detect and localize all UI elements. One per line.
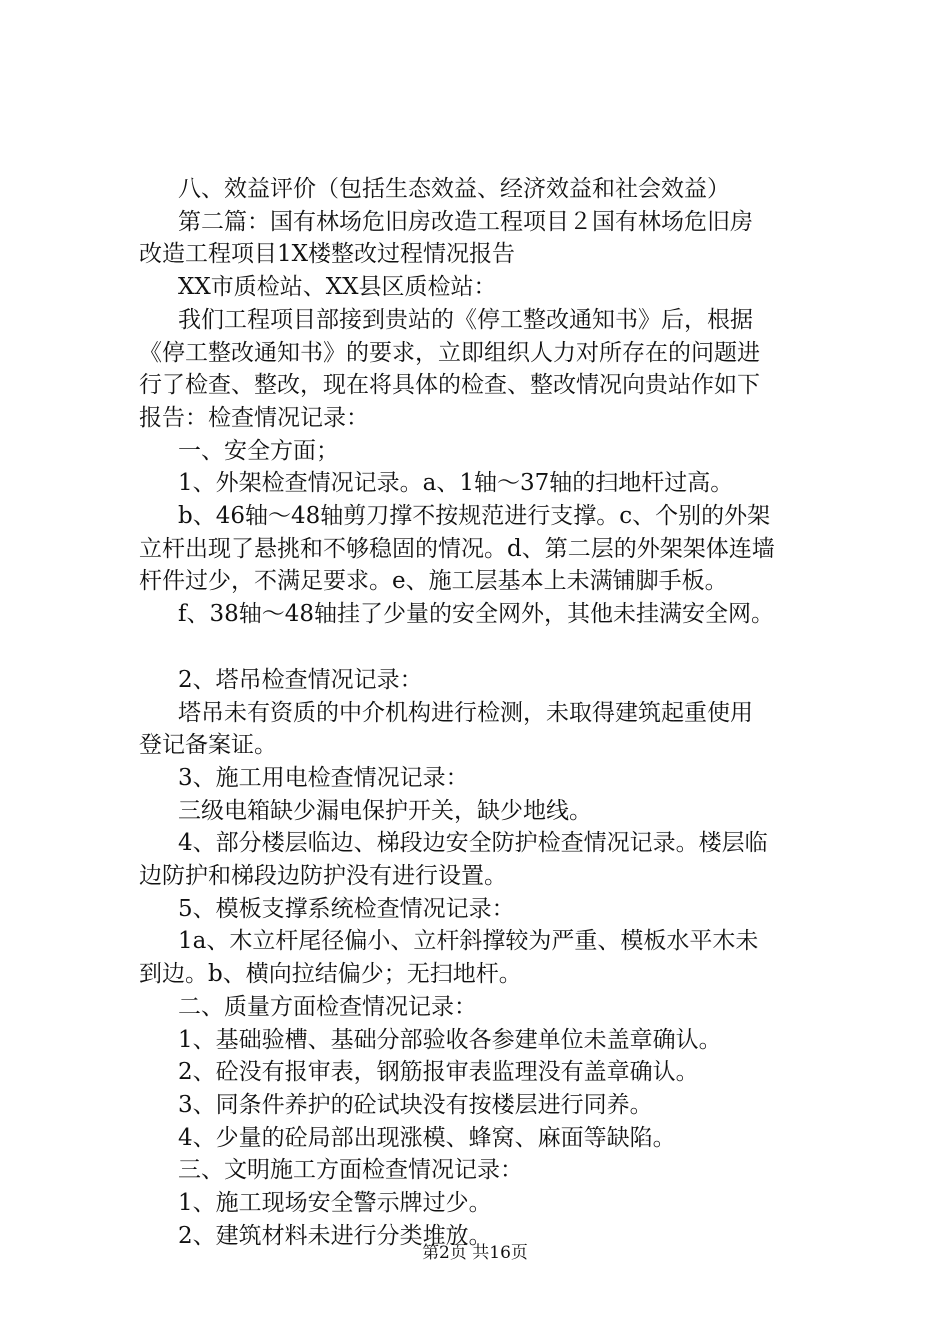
list-item-line: 立杆出现了悬挑和不够稳固的情况。d、第二层的外架架体连墙 (139, 535, 775, 562)
list-item-line: 2、塔吊检查情况记录： (178, 666, 423, 693)
paragraph-line: 登记备案证。 (139, 732, 277, 759)
paragraph-line: 我们工程项目部接到贵站的《停工整改通知书》后，根据 (178, 306, 753, 333)
list-item-line: 2、建筑材料未进行分类堆放。 (178, 1222, 492, 1249)
list-item-line: 3、同条件养护的砼试块没有按楼层进行同养。 (178, 1091, 653, 1118)
chapter-title-line-2: 改造工程项目1X楼整改过程情况报告 (139, 241, 516, 268)
paragraph-line: 到边。b、横向拉结偏少；无扫地杆。 (139, 961, 522, 988)
list-item-line: 1、施工现场安全警示牌过少。 (178, 1190, 492, 1217)
list-item-line: f、38轴～48轴挂了少量的安全网外，其他未挂满安全网。 (178, 601, 775, 628)
list-item-line: 5、模板支撑系统检查情况记录： (178, 895, 515, 922)
addressee-line: XX市质检站、XX县区质检站： (178, 274, 497, 301)
paragraph-line: 1a、木立杆尾径偏小、立杆斜撑较为严重、模板水平木未 (178, 928, 759, 955)
section-heading-quality: 二、质量方面检查情况记录： (178, 993, 477, 1020)
chapter-title-line-1: 第二篇：国有林场危旧房改造工程项目２国有林场危旧房 (178, 208, 753, 235)
section-heading-benefit-evaluation: 八、效益评价（包括生态效益、经济效益和社会效益） (178, 176, 730, 202)
list-item-line: 2、砼没有报审表，钢筋报审表监理没有盖章确认。 (178, 1059, 699, 1086)
page-footer: 第2页 共16页 (422, 1243, 528, 1263)
paragraph-line: 三级电箱缺少漏电保护开关，缺少地线。 (178, 797, 592, 824)
list-item-line: b、46轴～48轴剪刀撑不按规范进行支撑。c、个别的外架 (178, 503, 771, 530)
list-item-line: 1、外架检查情况记录。a、1轴～37轴的扫地杆过高。 (178, 470, 734, 497)
section-heading-safety: 一、安全方面； (178, 437, 339, 464)
list-item-line: 杆件过少，不满足要求。e、施工层基本上未满铺脚手板。 (139, 568, 728, 595)
paragraph-line: 报告：检查情况记录： (139, 404, 369, 431)
list-item-line: 边防护和梯段边防护没有进行设置。 (139, 863, 507, 890)
list-item-line: 1、基础验槽、基础分部验收各参建单位未盖章确认。 (178, 1026, 722, 1053)
blank-line (139, 631, 851, 664)
paragraph-line: 塔吊未有资质的中介机构进行检测，未取得建筑起重使用 (178, 699, 753, 726)
section-heading-civilized-construction: 三、文明施工方面检查情况记录： (178, 1157, 523, 1184)
list-item-line: 4、少量的砼局部出现涨模、蜂窝、麻面等缺陷。 (178, 1124, 676, 1151)
paragraph-line: 《停工整改通知书》的要求，立即组织人力对所存在的问题进 (139, 339, 760, 366)
document-body (139, 173, 851, 1253)
paragraph-line: 行了检查、整改，现在将具体的检查、整改情况向贵站作如下 (139, 372, 760, 399)
list-item-line: 4、部分楼层临边、梯段边安全防护检查情况记录。楼层临 (178, 830, 768, 857)
list-item-line: 3、施工用电检查情况记录： (178, 764, 469, 791)
